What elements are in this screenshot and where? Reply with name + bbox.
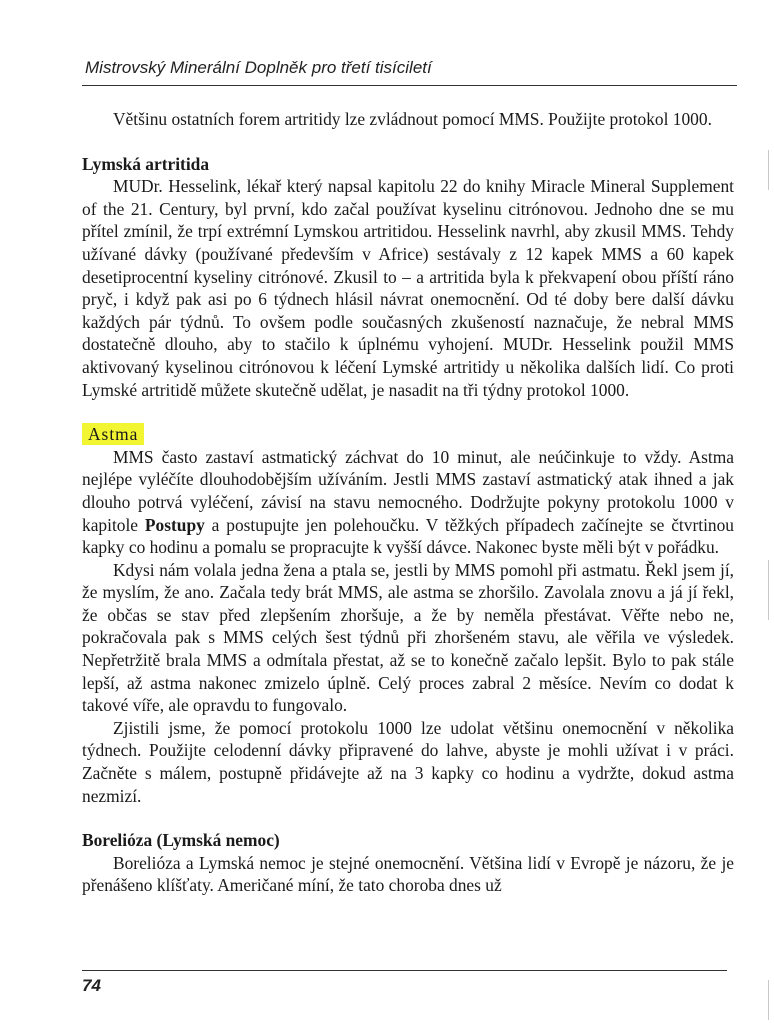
section-gap (82, 131, 734, 153)
page-number: 74 (82, 976, 101, 995)
scan-edge-mark (768, 560, 769, 620)
asthma-paragraph-3: Zjistili jsme, že pomocí protokolu 1000 lze udolat většinu onemocnění v několika týdnech. Použijte celodenní dávky připravené do lahve, abyste je mohli užívat i v práci. Začněte s málem, postupně přidávejte až na 3 kapky co hodinu a vydržte, dokud astma nezmizí. (82, 717, 734, 806)
section-heading-lyme-arthritis: Lymská artritida (82, 153, 210, 174)
page-body (82, 108, 734, 897)
bold-reference-postupy: Postupy (144, 514, 205, 535)
asthma-text-part: a postupujte jen polehoučku. V těžkých případech začínejte se čtvrtinou kapky co hodinu a pomalu se propracujte k vyšší dávce. Nakonec byste měli být v pořádku. (82, 514, 734, 558)
section-heading-borreliosis: Borelióza (Lymská nemoc) (82, 830, 280, 851)
asthma-paragraph-2: Kdysi nám volala jedna žena a ptala se, jestli by MMS pomohl při astmatu. Řekl jsem jí, že myslím, že ano. Začala tedy brát MMS, ale astma se zhoršilo. Zavolala znovu a já jí řekl, že občas se stav před zlepšením zhoršuje, a že by neměla přestávat. Věřte nebo ne, pokračovala pak s MMS celých šest týdnů při zhoršeném stavu, ale věřila ve výsledek. Nepřetržitě brala MMS a odmítala přestat, až se to konečně začalo lepšit. Bylo to pak stále lepší, až astma nakonec zmizelo úplně. Celý proces zabral 2 měsíce. Nevím co dodat k takové víře, ale opravdu to fungovalo. (82, 559, 734, 716)
intro-paragraph: Většinu ostatních forem artritidy lze zvládnout pomocí MMS. Použijte protokol 1000. (113, 109, 712, 129)
header-divider (82, 85, 737, 86)
section-heading-asthma (82, 423, 734, 446)
borreliosis-paragraph: Borelióza a Lymská nemoc je stejné onemocnění. Většina lidí v Evropě je názoru, že je přenášeno klíšťaty. Američané míní, že tato choroba dnes už (82, 852, 734, 896)
section-gap (82, 401, 734, 423)
scan-edge-mark (768, 980, 769, 1020)
running-header: Mistrovský Minerální Doplněk pro třetí tisíciletí (85, 58, 432, 77)
lyme-arthritis-paragraph: MUDr. Hesselink, lékař který napsal kapitolu 22 do knihy Miracle Mineral Supplement of the 21. Century, byl první, kdo začal používat kyselinu citrónovou. Jednoho dne se mu přítel zmínil, že trpí extrémní Lymskou artritidou. Hesselink navrhl, aby zkusil MMS. Tehdy užívané dávky (používané především v Africe) sestávaly z 12 kapek MMS a 60 kapek desetiprocentní kyseliny citrónové. Zkusil to – a artritida byla k překvapení obou příští ráno pryč, i když pak asi po 6 týdnech hlásil návrat onemocnění. Od té doby bere další dávku každých pár týdnů. To ovšem podle současných zkušeností naznačuje, že nebral MMS dostatečně dlouho, aby to stačilo k úplnému vyhojení. MUDr. Hesselink použil MMS aktivovaný kyselinou citrónovou k léčení Lymské artritidy u několika dalších lidí. Co proti Lymské artritidě můžete skutečně udělat, je nasadit na tři týdny protokol 1000. (82, 176, 734, 400)
highlighted-heading-asthma: Astma (82, 423, 144, 445)
scan-edge-mark (768, 150, 769, 190)
footer-divider (82, 970, 727, 971)
section-gap (82, 807, 734, 829)
asthma-text-part: MMS často zastaví astmatický záchvat do 10 minut, ale neúčinkuje to vždy. Astma nejlépe vyléčíte dlouhodobějším užíváním. Jestli MMS zastaví astmatický atak ihned a jak dlouho potrvá vyléčení, závisí na stavu nemocného. Dodržujte pokyny protokolu 1000 v kapitole (82, 446, 734, 535)
asthma-paragraph-1 (82, 446, 734, 559)
